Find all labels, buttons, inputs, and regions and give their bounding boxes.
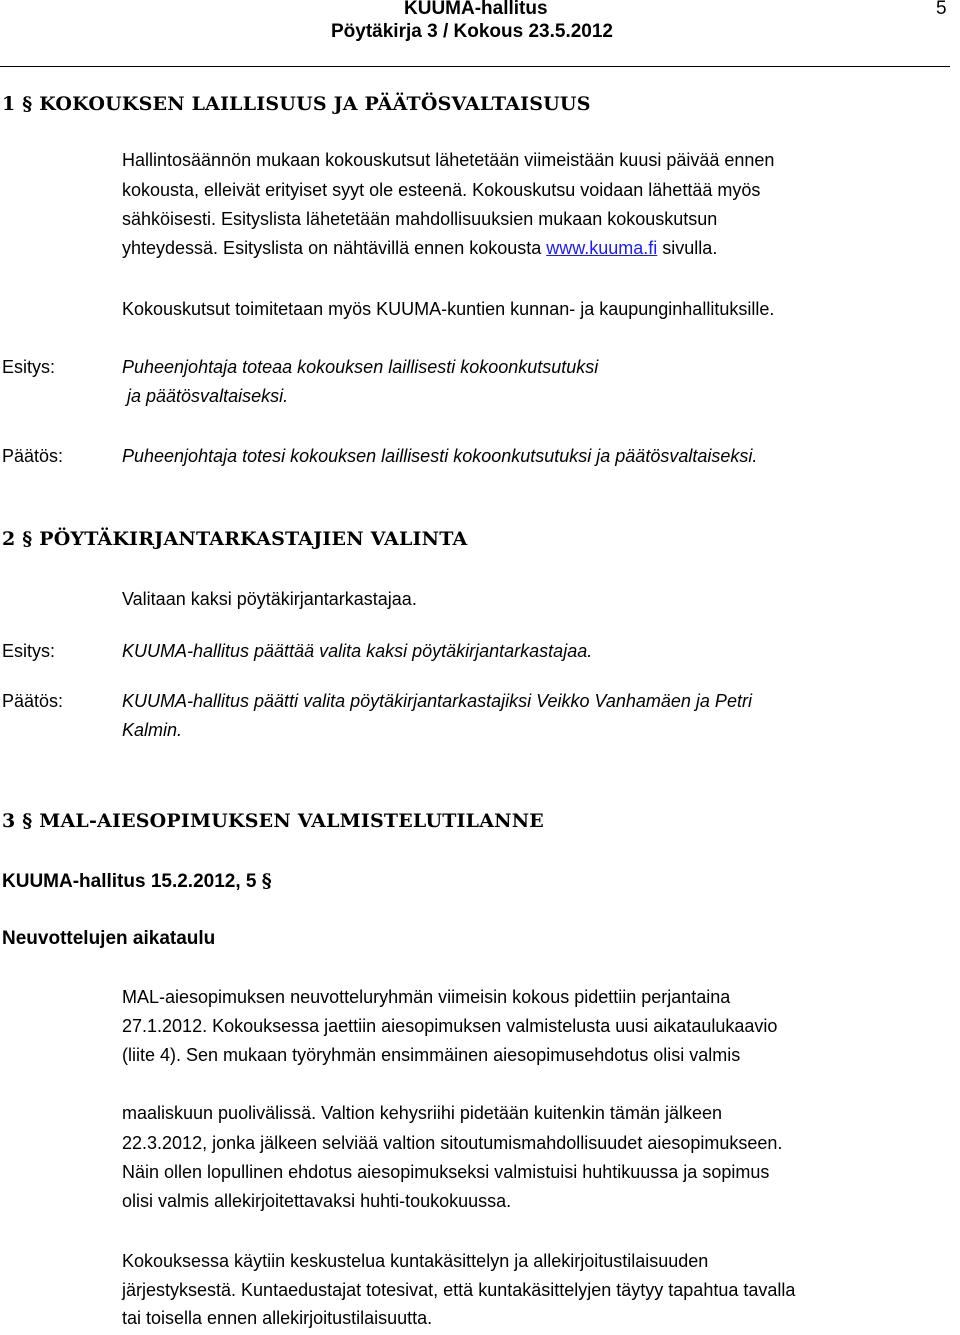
section-2-body: Valitaan kaksi pöytäkirjantarkastajaa. (122, 589, 417, 609)
reference-text: KUUMA-hallitus 15.2.2012, 5 (2, 871, 257, 892)
section-3-para-1-line-1: MAL-aiesopimuksen neuvotteluryhmän viimeisin kokous pidettiin perjantaina (122, 987, 731, 1007)
paatos-label: Päätös: (2, 446, 64, 466)
section-1-body-2: Kokouskutsut toimitetaan myös KUUMA-kuntien kunnan- ja kaupunginhallituksille. (122, 299, 775, 319)
esitys-label: Esitys: (2, 357, 56, 377)
section-title: PÖYTÄKIRJANTARKASTAJIEN VALINTA (39, 528, 468, 550)
section-3-para-3-line-3: tai toisella ennen allekirjoitustilaisuutta. (122, 1308, 433, 1328)
header-org: KUUMA-hallitus (404, 0, 548, 19)
paragraph-mark: § (261, 870, 272, 892)
section-2-paatos-line-2: Kalmin. (122, 720, 183, 740)
section-title: MAL-AIESOPIMUKSEN VALMISTELUTILANNE (39, 810, 544, 832)
section-2-paatos-line-1: KUUMA-hallitus päätti valita pöytäkirjantarkastajiksi Veikko Vanhamäen ja Petri (122, 691, 752, 711)
section-1-body-line-4 (122, 234, 717, 263)
page-number: 5 (936, 0, 947, 19)
section-1-esitys-line-1: Puheenjohtaja toteaa kokouksen laillisesti kokoonkutsutuksi (122, 357, 599, 377)
section-1-body-line-2: kokousta, elleivät erityiset syyt ole esteenä. Kokouskutsu voidaan lähettää myös (122, 180, 761, 200)
section-1-body-line-3: sähköisesti. Esityslista lähetetään mahdollisuuksien mukaan kokouskutsun (122, 209, 718, 229)
section-3-reference (2, 868, 272, 895)
section-3-para-2-line-4: olisi valmis allekirjoitettavaksi huhti-toukokuussa. (122, 1191, 512, 1211)
section-2-heading (2, 526, 467, 552)
section-number: 2 (2, 528, 16, 550)
section-1-heading (2, 91, 591, 117)
section-3-para-3-line-1: Kokouksessa käytiin keskustelua kuntakäsittelyn ja allekirjoitustilaisuuden (122, 1251, 709, 1271)
header-divider (0, 66, 950, 67)
section-2-esitys: KUUMA-hallitus päättää valita kaksi pöytäkirjantarkastajaa. (122, 641, 593, 661)
section-number: 3 (2, 810, 16, 832)
section-3-subheading: Neuvottelujen aikataulu (2, 928, 216, 949)
section-title: KOKOUKSEN LAILLISUUS JA PÄÄTÖSVALTAISUUS (39, 93, 591, 115)
paragraph-mark: § (22, 528, 33, 550)
section-3-para-1-line-3: (liite 4). Sen mukaan työryhmän ensimmäinen aiesopimusehdotus olisi valmis (122, 1045, 741, 1065)
section-3-para-1-line-2: 27.1.2012. Kokouksessa jaettiin aiesopimuksen valmistelusta uusi aikataulukaavio (122, 1016, 778, 1036)
esitys-label: Esitys: (2, 641, 56, 661)
section-3-para-3-line-2: järjestyksestä. Kuntaedustajat totesivat, että kuntakäsittelyjen täytyy tapahtua tavalla (122, 1280, 796, 1300)
body-text: yhteydessä. Esityslista on nähtävillä ennen kokousta (122, 238, 547, 258)
paragraph-mark: § (22, 93, 33, 115)
section-3-heading (2, 808, 544, 834)
paragraph-mark: § (22, 810, 33, 832)
section-1-esitys-line-2: ja päätösvaltaiseksi. (122, 386, 289, 406)
kuuma-website-link[interactable]: www.kuuma.fi (546, 238, 658, 258)
section-3-para-2-line-3: Näin ollen lopullinen ehdotus aiesopimukseksi valmistuisi huhtikuussa ja sopimus (122, 1162, 770, 1182)
section-1-paatos: Puheenjohtaja totesi kokouksen laillisesti kokoonkutsutuksi ja päätösvaltaiseksi. (122, 446, 758, 466)
body-text: sivulla. (657, 238, 718, 258)
section-1-body-line-1: Hallintosäännön mukaan kokouskutsut lähetetään viimeistään kuusi päivää ennen (122, 150, 775, 170)
header-meeting: Pöytäkirja 3 / Kokous 23.5.2012 (331, 21, 613, 42)
paatos-label: Päätös: (2, 691, 64, 711)
section-3-para-2-line-1: maaliskuun puolivälissä. Valtion kehysriihi pidetään kuitenkin tämän jälkeen (122, 1103, 723, 1123)
section-3-para-2-line-2: 22.3.2012, jonka jälkeen selviää valtion sitoutumismahdollisuudet aiesopimukseen. (122, 1133, 783, 1153)
section-number: 1 (2, 93, 16, 115)
